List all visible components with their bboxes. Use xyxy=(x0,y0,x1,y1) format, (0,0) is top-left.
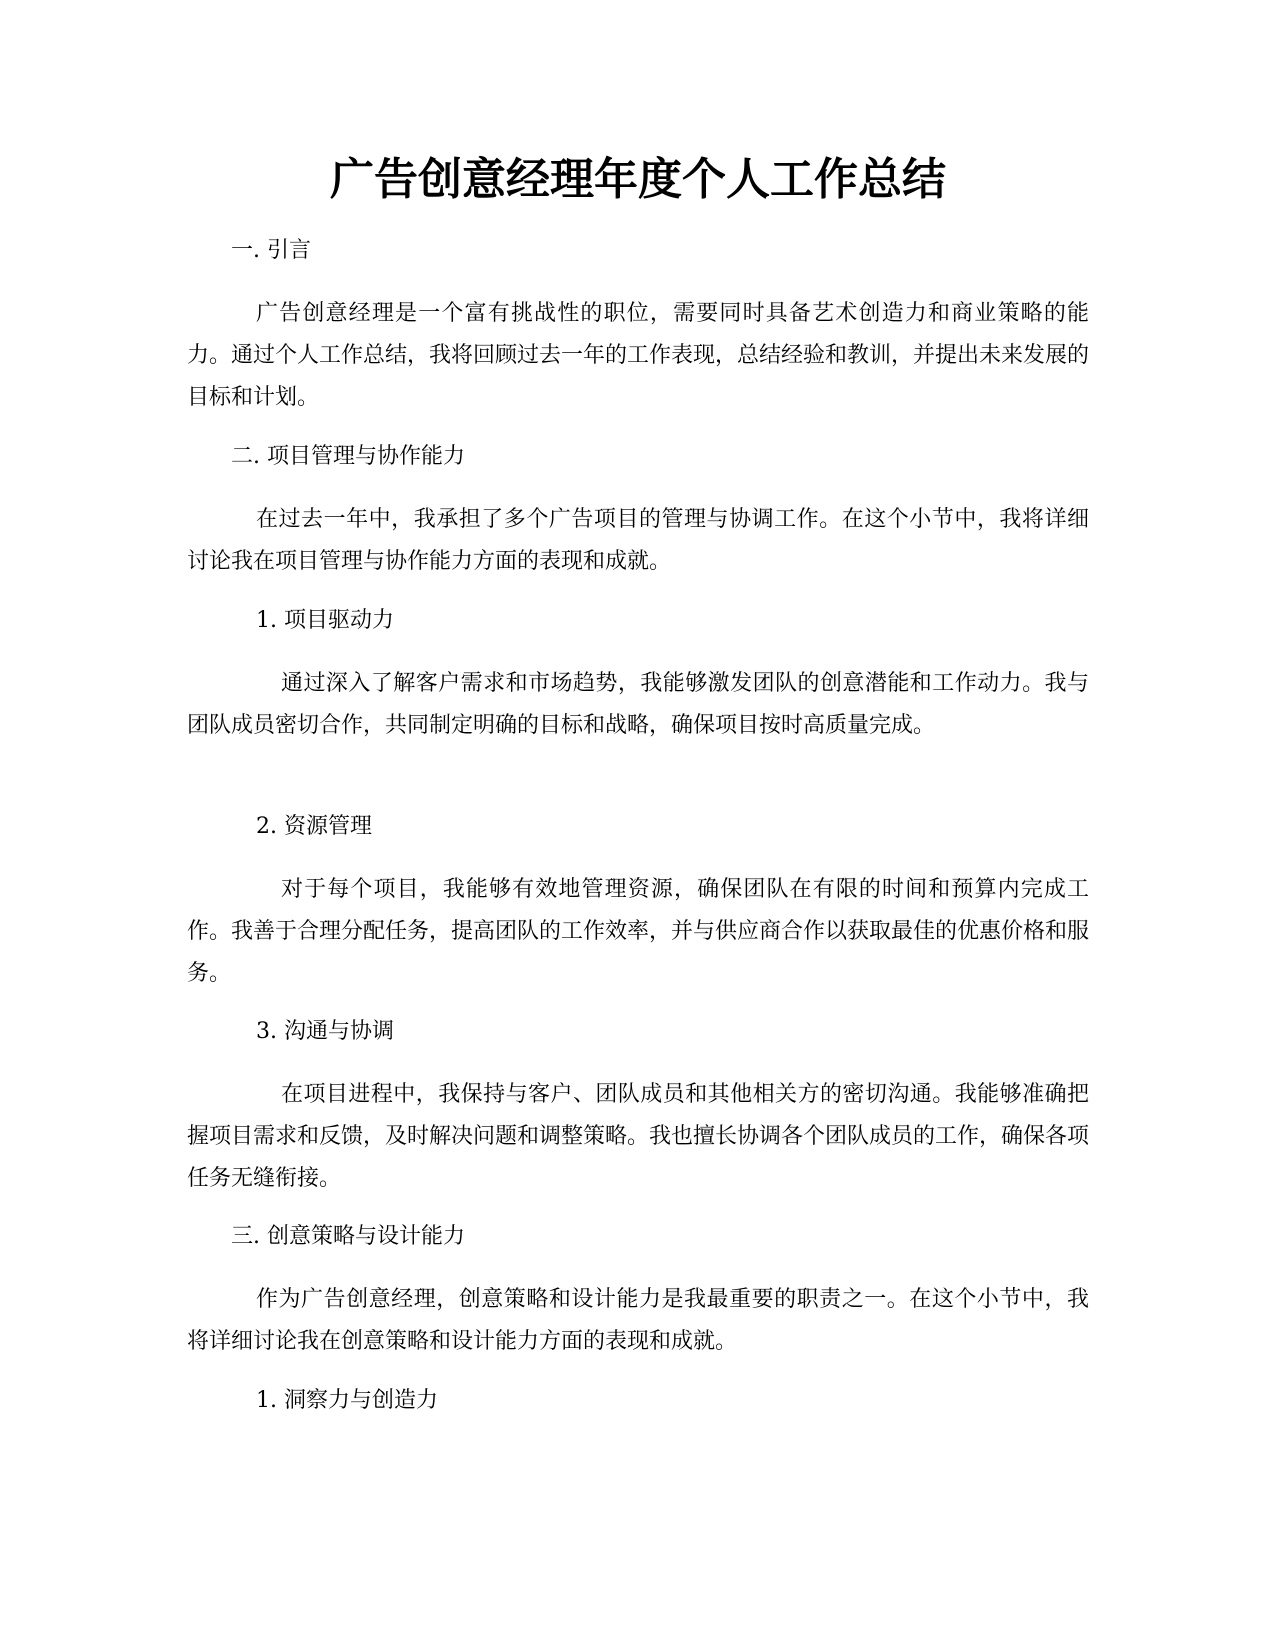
section-heading-intro: 一. 引言 xyxy=(231,238,311,263)
subsection-paragraph-project-drive: 通过深入了解客户需求和市场趋势，我能够激发团队的创意潜能和工作动力。我与团队成员密切合作，共同制定明确的目标和战略，确保项目按时高质量完成。 xyxy=(187,671,1089,738)
section-heading-project-management: 二. 项目管理与协作能力 xyxy=(231,444,465,469)
subsection-heading-communication: 3. 沟通与协调 xyxy=(256,1019,394,1044)
section-paragraph-intro: 广告创意经理是一个富有挑战性的职位，需要同时具备艺术创造力和商业策略的能力。通过个人工作总结，我将回顾过去一年的工作表现，总结经验和教训，并提出未来发展的目标和计划。 xyxy=(187,301,1090,410)
subsection-heading-project-drive: 1. 项目驱动力 xyxy=(256,608,394,633)
document-title: 广告创意经理年度个人工作总结 xyxy=(330,154,946,205)
subsection-heading-resource-management: 2. 资源管理 xyxy=(256,814,372,839)
subsection-paragraph-communication: 在项目进程中，我保持与客户、团队成员和其他相关方的密切沟通。我能够准确把握项目需求和反馈，及时解决问题和调整策略。我也擅长协调各个团队成员的工作，确保各项任务无缝衔接。 xyxy=(187,1082,1090,1191)
section-heading-creative-strategy: 三. 创意策略与设计能力 xyxy=(231,1224,465,1249)
section-paragraph-project-management: 在过去一年中，我承担了多个广告项目的管理与协调工作。在这个小节中，我将详细讨论我在项目管理与协作能力方面的表现和成就。 xyxy=(187,507,1089,574)
subsection-heading-insight-creativity: 1. 洞察力与创造力 xyxy=(256,1388,438,1413)
subsection-paragraph-resource-management: 对于每个项目，我能够有效地管理资源，确保团队在有限的时间和预算内完成工作。我善于合理分配任务，提高团队的工作效率，并与供应商合作以获取最佳的优惠价格和服务。 xyxy=(187,877,1090,986)
section-paragraph-creative-strategy: 作为广告创意经理，创意策略和设计能力是我最重要的职责之一。在这个小节中，我将详细讨论我在创意策略和设计能力方面的表现和成就。 xyxy=(187,1287,1089,1354)
